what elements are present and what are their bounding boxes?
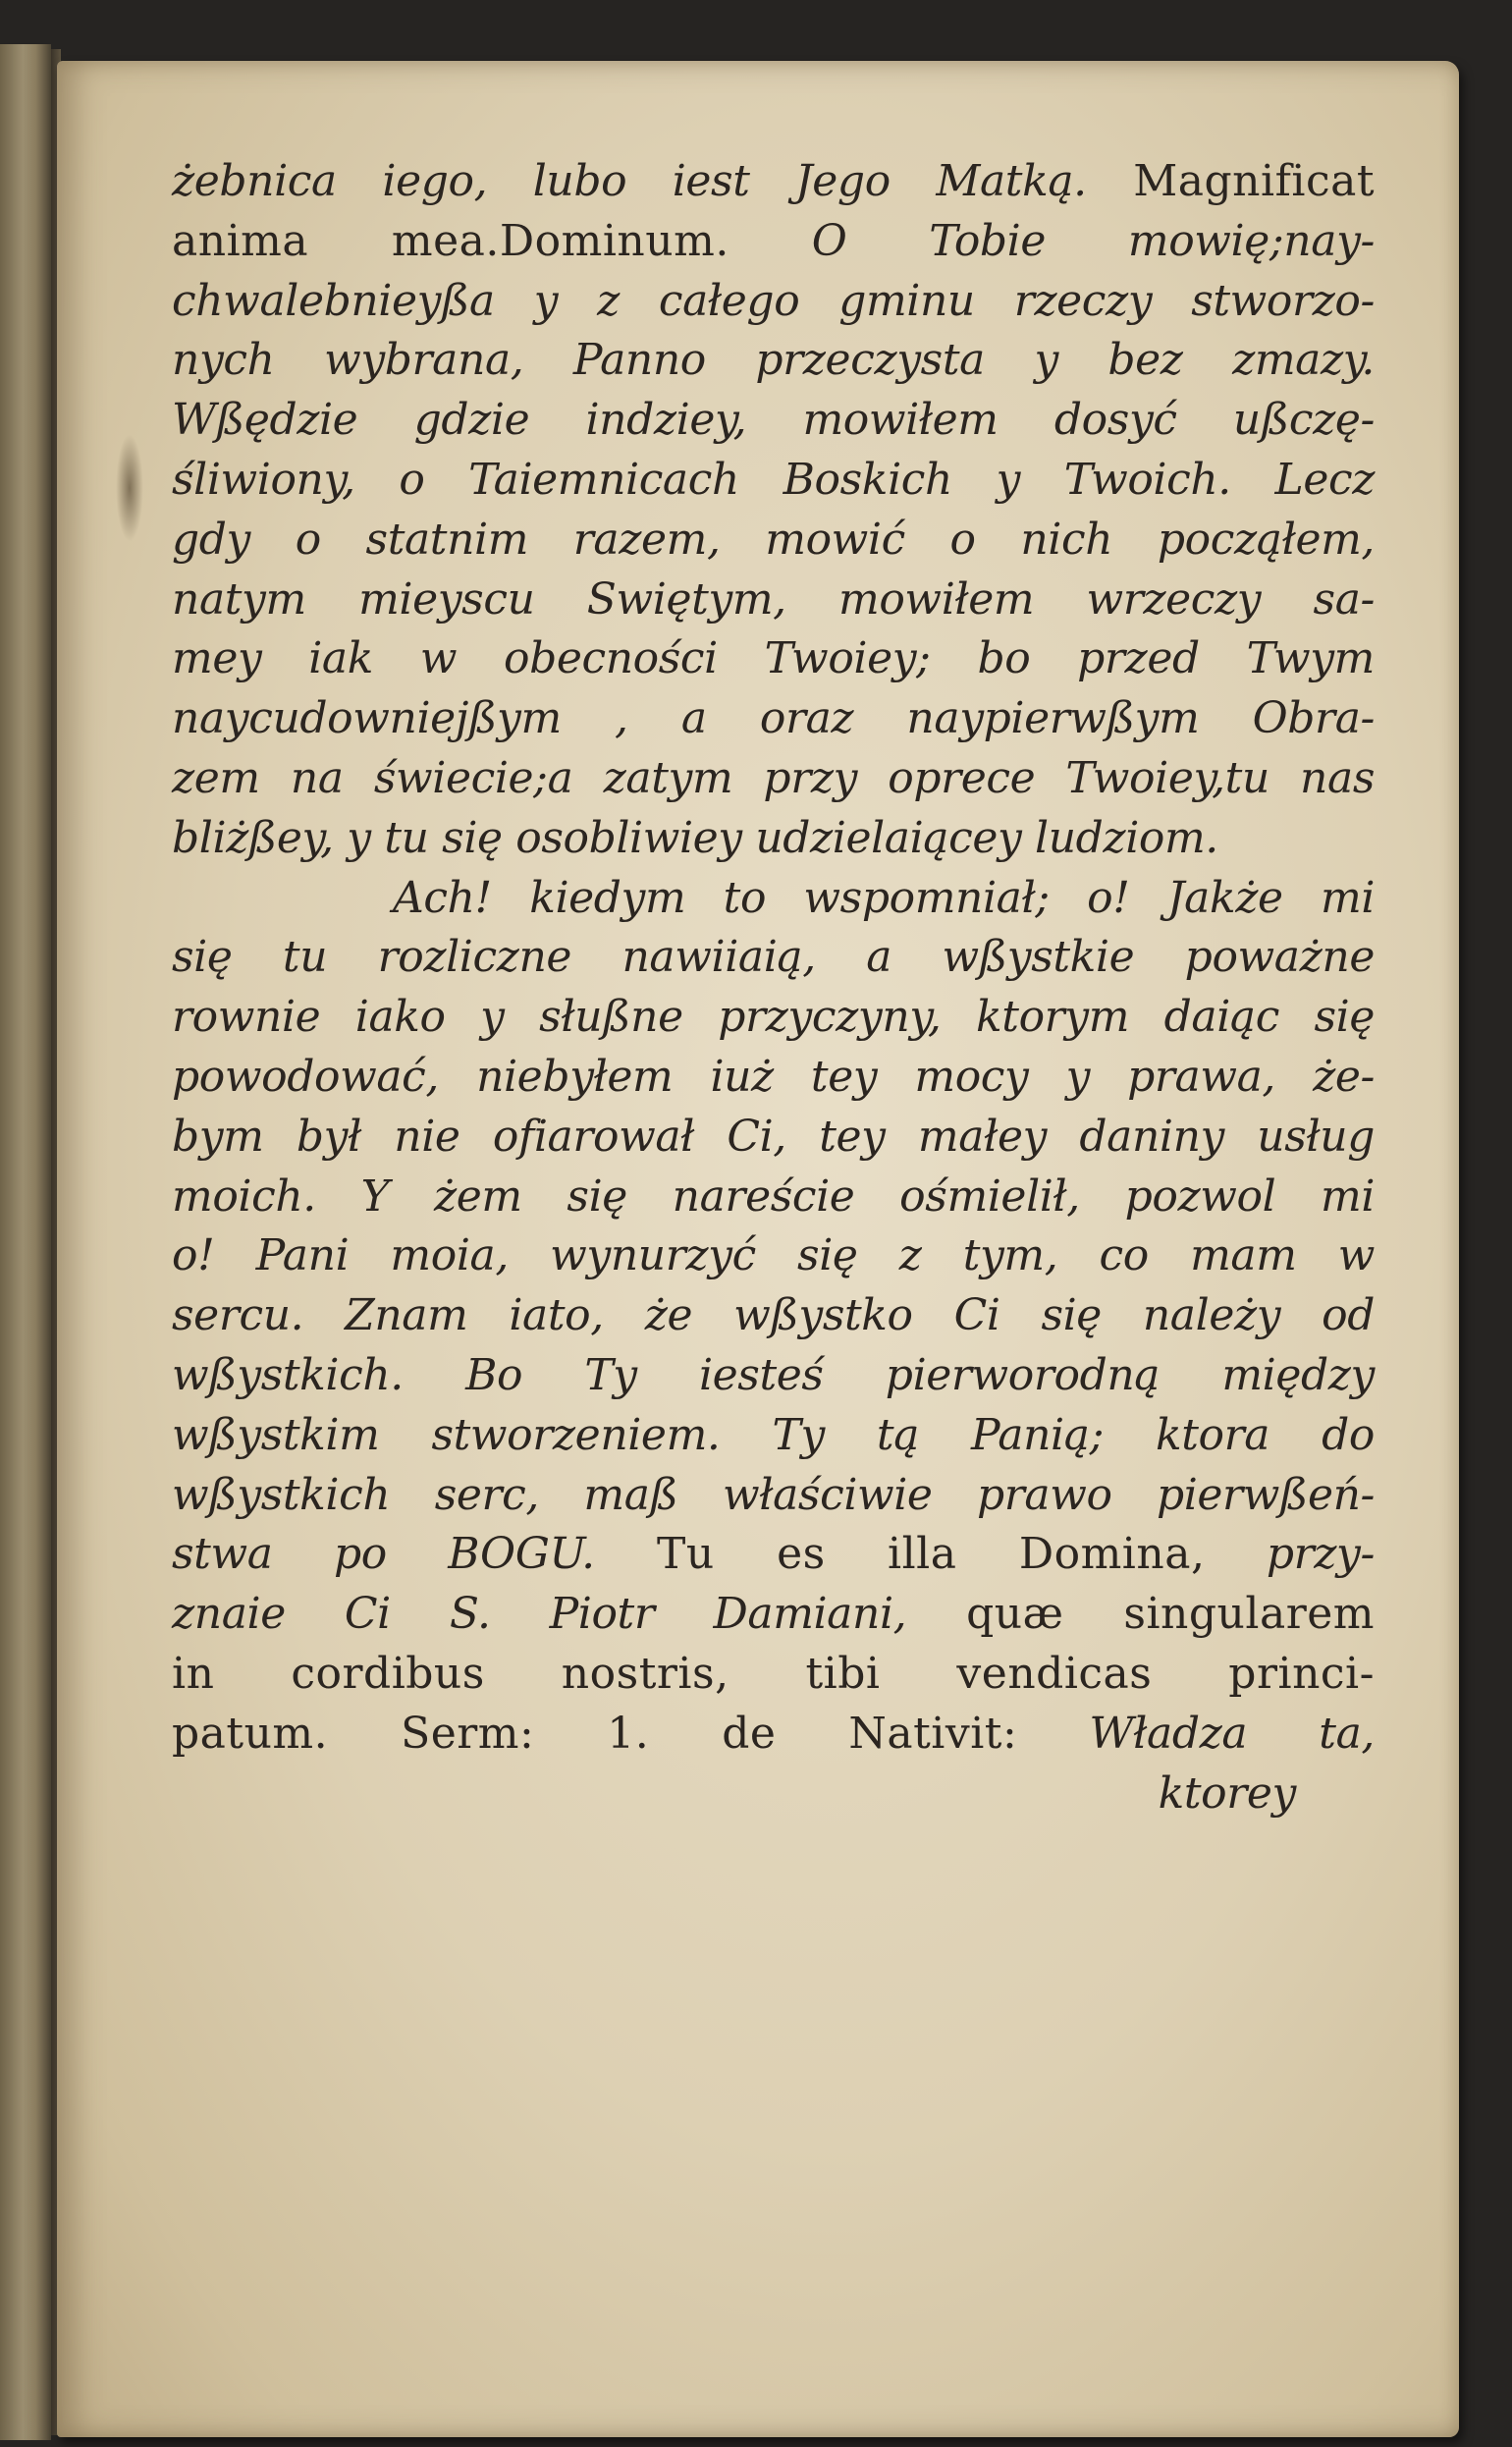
- text-line-16: powodować, niebyłem iuż tey mocy y prawa, że-: [172, 1051, 1375, 1102]
- text-line-20: sercu. Znam iato, że wßystko Ci się należy od: [172, 1290, 1375, 1341]
- text-line-5: Wßędzie gdzie indziey, mowiłem dosyć ußczę-: [172, 395, 1375, 446]
- text-line-7: gdy o statnim razem, mowić o nich począłem,: [172, 514, 1375, 565]
- text-line-23: wßystkich serc, maß właściwie prawo pierwßeń-: [172, 1469, 1375, 1520]
- text-line-4: nych wybrana, Panno przeczysta y bez zmazy.: [172, 335, 1375, 386]
- text-line-21: wßystkich. Bo Ty iesteś pierworodną między: [172, 1349, 1375, 1400]
- text-line-6: śliwiony, o Taiemnicach Boskich y Twoich. Lecz: [172, 454, 1375, 505]
- text-line-27: patum. Serm: 1. de Nativit: Władza ta,: [172, 1708, 1375, 1759]
- catchword: ktorey: [1158, 1767, 1296, 1819]
- text-line-12: bliżßey, y tu się osobliwiey udzielaiącey ludziom.: [172, 812, 1218, 863]
- page-stain: [116, 434, 143, 542]
- text-line-26: in cordibus nostris, tibi vendicas princi-: [172, 1648, 1375, 1699]
- text-line-14: się tu rozliczne nawiiaią, a wßystkie poważne: [172, 932, 1375, 983]
- text-line-13: Ach! kiedym to wspomniał; o! Jakże mi: [393, 872, 1375, 923]
- text-line-11: zem na świecie;a zatym przy oprece Twoiey,tu nas: [172, 752, 1375, 803]
- text-block: [172, 152, 1375, 2185]
- facing-page-edge: [0, 44, 51, 2440]
- text-line-22: wßystkim stworzeniem. Ty tą Panią; ktora do: [172, 1409, 1375, 1460]
- text-line-10: naycudowniejßym , a oraz naypierwßym Obra-: [172, 693, 1375, 744]
- text-line-19: o! Pani moia, wynurzyć się z tym, co mam w: [172, 1230, 1375, 1281]
- text-line-1: żebnica iego, lubo iest Jego Matką. Magnificat: [172, 156, 1376, 206]
- text-line-25: znaie Ci S. Piotr Damiani, quæ singularem: [172, 1589, 1375, 1640]
- text-line-18: moich. Y żem się nareście ośmielił, pozwol mi: [172, 1170, 1375, 1222]
- text-line-24: stwa po BOGU. Tu es illa Domina, przy-: [172, 1529, 1375, 1580]
- text-line-2: anima mea.Dominum. O Tobie mowię;nay-: [172, 215, 1375, 266]
- text-line-8: natym mieyscu Swiętym, mowiłem wrzeczy sa-: [172, 573, 1375, 625]
- text-line-17: bym był nie ofiarował Ci, tey małey daniny usług: [172, 1111, 1375, 1162]
- text-line-3: chwalebnieyßa y z całego gminu rzeczy stworzo-: [172, 275, 1375, 326]
- text-line-9: mey iak w obecności Twoiey; bo przed Twym: [172, 633, 1375, 684]
- text-line-15: rownie iako y słußne przyczyny, ktorym daiąc się: [172, 992, 1375, 1043]
